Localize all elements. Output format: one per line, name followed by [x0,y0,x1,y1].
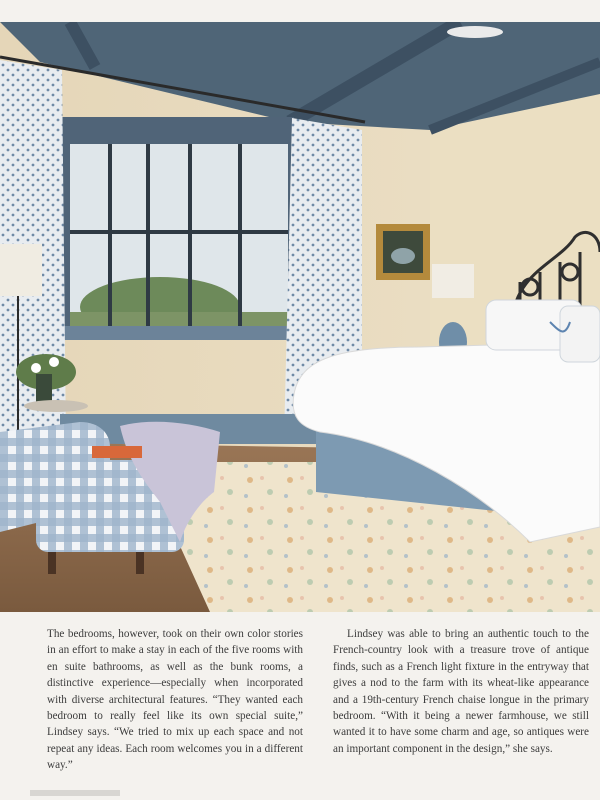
side-table [24,400,88,412]
book [92,446,142,458]
paragraph: The bedrooms, however, took on their own color stories in an effort to make a stay in each of the five rooms with en suite bathrooms, as well as the bunk rooms, a distinctive experience—especially when incorporated with diverse architectural features. “They wanted each bedroom to really feel like its own special suite,” Lindsey says. “We tried to mix up each space and not repeat any ideas. Each room welcomes you in a different way.” [47,628,303,772]
table-lamp-shade [432,264,474,298]
article-body [47,626,589,774]
bedroom-illustration [0,22,600,612]
page-folio [30,790,120,796]
ceiling-fan [447,26,503,38]
window-sill [62,326,294,340]
paragraph: Lindsey was able to bring an authentic touch to the French-country look with a treasure trove of antique finds, such as a French light fixture in the entryway that gives a nod to the farm with its wheat-like appearance and a 19th-century French chaise longue in the primary bedroom. “With it being a newer farmhouse, we still wanted it to have some charm and age, so antiques were an important component in the design,” she says. [333,628,589,755]
ottoman-leg [136,552,144,574]
article-column-right [333,626,589,774]
floor-lamp-shade [0,244,42,296]
bedroom-photo [0,22,600,612]
article-column-left [47,626,303,774]
ottoman-leg [48,552,56,574]
